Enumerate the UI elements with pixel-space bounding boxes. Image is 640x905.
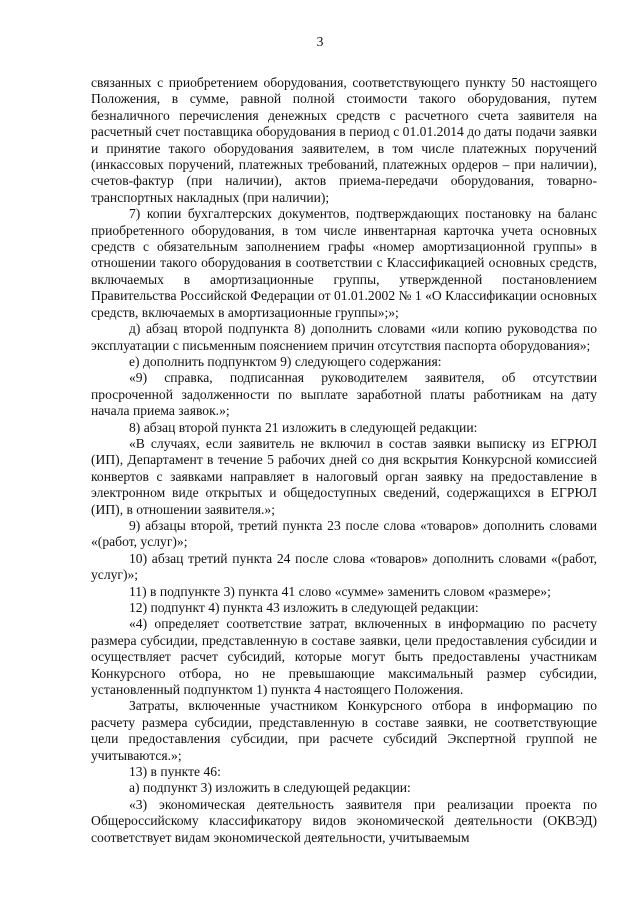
paragraph: Затраты, включенные участником Конкурсного отбора в информацию по расчету размера субсидии, представленную в составе заявки, не соответствующие цели предоставления субсидии, при расчете субсидий Экспертной группой не учитываются.»; xyxy=(91,698,597,763)
paragraph: 11) в подпункте 3) пункта 41 слово «сумме» заменить словом «размере»; xyxy=(129,583,551,599)
document-body xyxy=(91,75,597,846)
page-number: 3 xyxy=(316,34,324,49)
paragraph: 13) в пункте 46: xyxy=(129,764,221,780)
paragraph: д) абзац второй подпункта 8) дополнить словами «или копию руководства по эксплуатации с письменным пояснением причин отсутствия паспорта оборудования»; xyxy=(91,321,597,353)
paragraph: «4) определяет соответствие затрат, включенных в информацию по расчету размера субсидии, представленную в составе заявки, цели предоставления субсидии и осуществляет расчет субсидий, которые могут быть предоставлены участникам Конкурсного отбора, но не превышающие максимальный размер субсидии, установленный подпунктом 1) пункта 4 настоящего Положения. xyxy=(91,616,597,698)
paragraph: 8) абзац второй пункта 21 изложить в следующей редакции: xyxy=(129,419,478,435)
paragraph: «9) справка, подписанная руководителем заявителя, об отсутствии просроченной задолженности по выплате заработной платы работникам на дату начала приема заявок.»; xyxy=(91,370,597,419)
paragraph: связанных с приобретением оборудования, соответствующего пункту 50 настоящего Положения, в сумме, равной полной стоимости такого оборудования, путем безналичного перечисления денежных средств с расчетного счета заявителя на расчетный счет поставщика оборудования в период с 01.01.2014 до даты подачи заявки и принятие такого оборудования заявителем, в том числе платежных поручений (инкассовых поручений, платежных требований, платежных ордеров – при наличии), счетов-фактур (при наличии), актов приема-передачи оборудования, товарно-транспортных накладных (при наличии); xyxy=(91,75,597,205)
paragraph: 7) копии бухгалтерских документов, подтверждающих постановку на баланс приобретенного оборудования, в том числе инвентарная карточка учета основных средств с обязательным заполнением графы «номер амортизационной группы» в отношении такого оборудования в соответствии с Классификацией основных средств, включаемых в амортизационные группы, утвержденной постановлением Правительства Российской Федерации от 01.01.2002 № 1 «О Классификации основных средств, включаемых в амортизационные группы»;»; xyxy=(91,206,597,320)
paragraph: 9) абзацы второй, третий пункта 23 после слова «товаров» дополнить словами «(работ, услуг)»; xyxy=(91,517,597,550)
paragraph: 12) подпункт 4) пункта 43 изложить в следующей редакции: xyxy=(129,600,479,615)
paragraph: «3) экономическая деятельность заявителя при реализации проекта по Общероссийскому классификатору видов экономической деятельности (ОКВЭД) соответствует видам экономической деятельности, учитываемым xyxy=(91,796,597,845)
paragraph: 10) абзац третий пункта 24 после слова «товаров» дополнить словами «(работ, услуг)»; xyxy=(91,550,597,583)
paragraph: а) подпункт 3) изложить в следующей редакции: xyxy=(129,780,411,796)
paragraph: е) дополнить подпунктом 9) следующего содержания: xyxy=(129,353,442,369)
paragraph: «В случаях, если заявитель не включил в состав заявки выписку из ЕГРЮЛ (ИП), Департамент в течение 5 рабочих дней со дня вскрытия Конкурсной комиссией конвертов с заявками направляет в налоговый орган заявку на предоставление в электронном виде открытых и общедоступных сведений, содержащихся в ЕГРЮЛ (ИП), в отношении заявителя.»; xyxy=(91,435,597,517)
